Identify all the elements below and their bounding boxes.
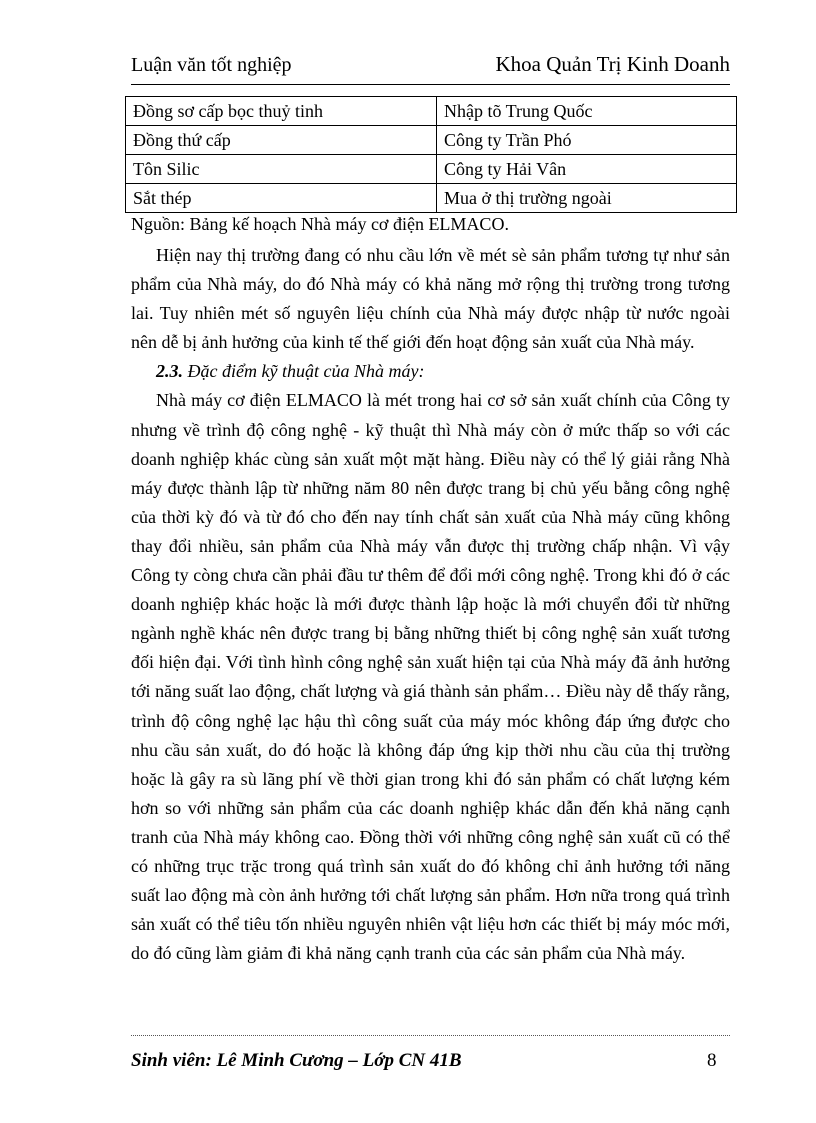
header-faculty-label: Khoa Quản Trị Kinh Doanh: [495, 52, 730, 76]
table-row: [126, 184, 737, 213]
footer-divider: [131, 1035, 730, 1036]
table-cell-supplier: Công ty Trần Phó: [437, 126, 737, 155]
page-header: [131, 50, 730, 85]
table-cell-supplier: Nhập tõ Trung Quốc: [437, 97, 737, 126]
table-row: [126, 155, 737, 184]
section-number: 2.3.: [156, 361, 183, 382]
section-title-text: Đặc điểm kỹ thuật của Nhà máy:: [187, 361, 425, 382]
table-cell-material: Đồng thứ cấp: [126, 126, 437, 155]
table-cell-supplier: Công ty Hải Vân: [437, 155, 737, 184]
table-cell-material: Sắt thép: [126, 184, 437, 213]
page-number: 8: [707, 1050, 717, 1071]
section-heading: [131, 357, 730, 386]
table-row: [126, 97, 737, 126]
table-cell-supplier: Mua ở thị trường ngoài: [437, 184, 737, 213]
table-source-note: Nguồn: Bảng kế hoạch Nhà máy cơ điện ELMACO.: [131, 214, 509, 234]
table-cell-material: Đồng sơ cấp bọc thuỷ tinh: [126, 97, 437, 126]
document-body: [131, 241, 730, 968]
materials-supplier-table: [125, 96, 737, 213]
table-row: [126, 126, 737, 155]
paragraph-market: Hiện nay thị trường đang có nhu cầu lớn về mét sè sản phẩm tương tự như sản phẩm của Nhà máy, do đó Nhà máy có khả năng mở rộng thị trường trong tương lai. Tuy nhiên mét số nguyên liệu chính của Nhà máy được nhập từ nước ngoài nên dễ bị ảnh hưởng của kinh tế thế giới đến hoạt động sản xuất của Nhà máy.: [131, 245, 730, 353]
table-cell-material: Tôn Silic: [126, 155, 437, 184]
paragraph-technology: Nhà máy cơ điện ELMACO là mét trong hai cơ sở sản xuất chính của Công ty nhưng về trình độ công nghệ - kỹ thuật thì Nhà máy còn ở mức thấp so với các doanh nghiệp khác cùng sản xuất một mặt hàng. Điều này có thể lý giải rằng Nhà máy được thành lập từ những năm 80 nên được trang bị chủ yếu bằng công nghệ của thời kỳ đó và từ đó cho đến nay tính chất sản xuất của Nhà máy cũng không thay đổi nhiều, sản phẩm của Nhà máy vẫn được thị trường chấp nhận. Vì vậy Công ty còng chưa cần phải đầu tư thêm để đổi mới công nghệ. Trong khi đó ở các doanh nghiệp khác hoặc là mới được thành lập hoặc là mới chuyển đổi từ những ngành nghề khác nên được trang bị bằng những thiết bị công nghệ sản xuất tương đối hiện đại. Với tình hình công nghệ sản xuất hiện tại của Nhà máy đã ảnh hưởng tới năng suất lao động, chất lượng và giá thành sản phẩm… Điều này dễ thấy rằng, trình độ công nghệ lạc hậu thì công suất của máy móc không đáp ứng được cho nhu cầu sản xuất, do đó hoặc là không đáp ứng kịp thời nhu cầu của thị trường hoặc là gây ra sù lãng phí về thời gian trong khi đó sản phẩm có chất lượng kém hơn so với những sản phẩm của các doanh nghiệp khác dẫn đến khả năng cạnh tranh của Nhà máy không cao. Đồng thời với những công nghệ sản xuất cũ có thể có những trục trặc trong quá trình sản xuất do đó không chỉ ảnh hưởng tới năng suất lao động mà còn ảnh hưởng tới chất lượng sản phẩm. Hơn nữa trong quá trình sản xuất có thể tiêu tốn nhiều nguyên nhiên vật liệu hơn các thiết bị máy móc mới, do đó cũng làm giảm đi khả năng cạnh tranh của các sản phẩm của Nhà máy.: [131, 390, 730, 964]
footer-student-info: Sinh viên: Lê Minh Cương – Lớp CN 41B: [131, 1050, 462, 1071]
header-thesis-label: Luận văn tốt nghiệp: [131, 54, 292, 76]
